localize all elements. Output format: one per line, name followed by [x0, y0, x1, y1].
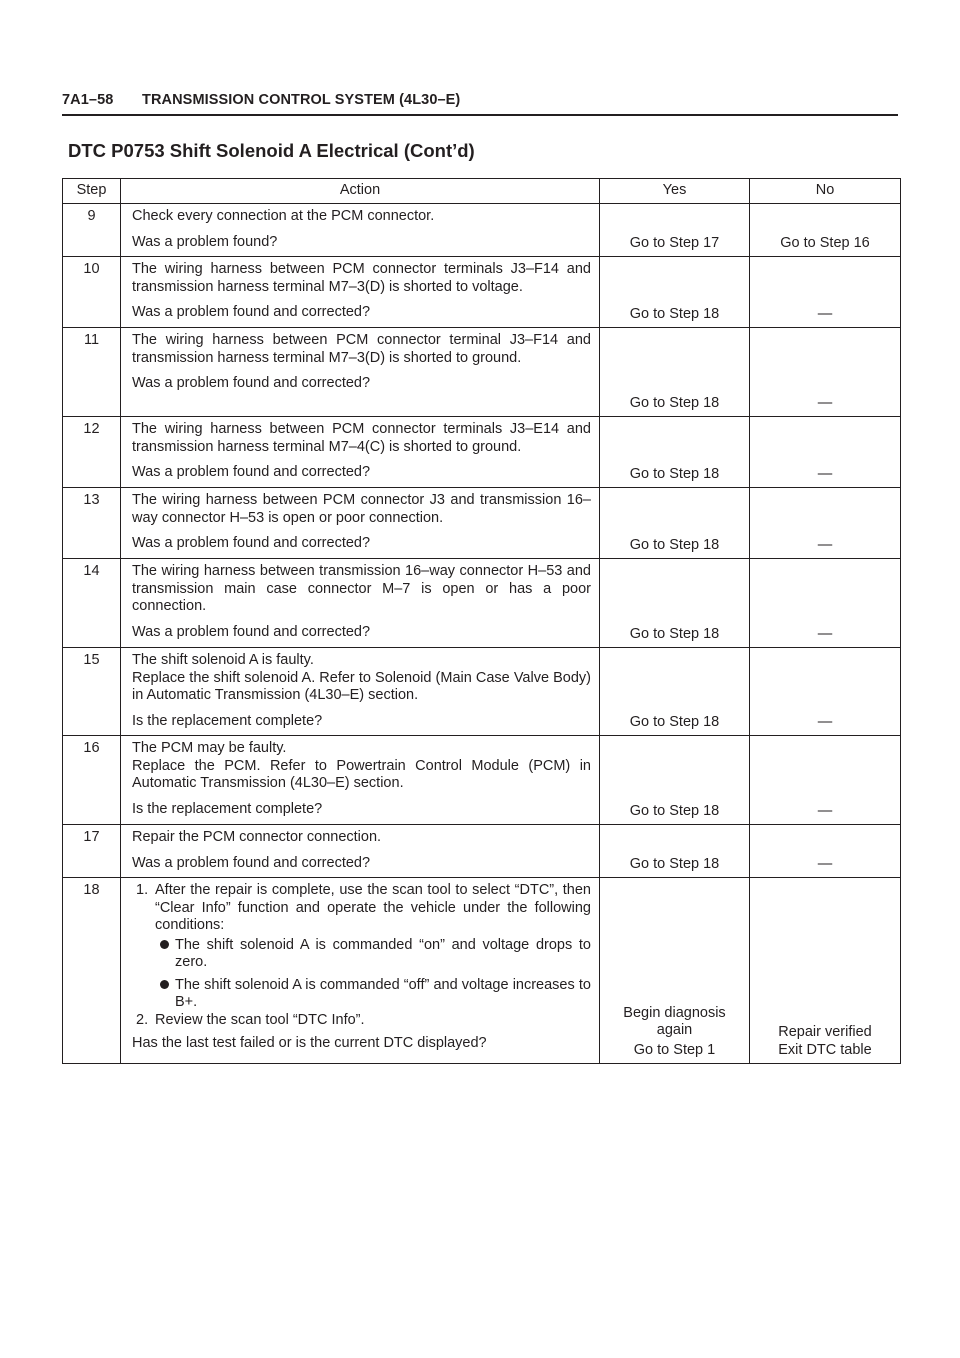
step-number: 11 — [63, 328, 121, 417]
no-cell: — — [750, 736, 901, 825]
no-cell: — — [750, 648, 901, 736]
no-line1: Repair verified — [778, 1024, 872, 1040]
yes-cell: Go to Step 17 — [600, 204, 750, 257]
action-cell — [121, 328, 600, 417]
step-index: 2. — [136, 1011, 149, 1028]
action-cell — [121, 417, 600, 488]
action-text-line2: Replace the shift solenoid A. Refer to Solenoid (Main Case Valve Body) in Automatic Transmission (4L30–E) section. — [132, 669, 591, 703]
table-row — [63, 736, 901, 825]
action-cell — [121, 878, 600, 1064]
bullet-dot-icon — [160, 977, 175, 995]
yes-cell: Go to Step 18 — [600, 488, 750, 559]
action-cell — [121, 736, 600, 825]
yes-cell: Go to Step 18 — [600, 736, 750, 825]
col-header-action: Action — [121, 179, 600, 204]
yes-cell: Go to Step 18 — [600, 257, 750, 328]
table-row — [63, 257, 901, 328]
step-number: 12 — [63, 417, 121, 488]
no-cell: — — [750, 488, 901, 559]
step-text: After the repair is complete, use the scan tool to select “DTC”, then “Clear Info” function and operate the vehicle under the following conditions: — [155, 882, 591, 933]
step-number: 14 — [63, 559, 121, 648]
action-text: Repair the PCM connector connection. — [132, 829, 382, 845]
no-cell: — — [750, 257, 901, 328]
action-text-line1: The shift solenoid A is faulty. — [132, 652, 314, 668]
diagnostic-table — [62, 178, 901, 1064]
no-cell — [750, 878, 901, 1064]
no-cell: — — [750, 417, 901, 488]
table-row — [63, 878, 901, 1064]
bullet-item — [160, 977, 591, 1012]
step-number: 15 — [63, 648, 121, 736]
action-question: Has the last test failed or is the current DTC displayed? — [132, 1035, 487, 1051]
yes-line2: Go to Step 1 — [633, 1041, 716, 1058]
col-header-no: No — [750, 179, 901, 204]
section-title: TRANSMISSION CONTROL SYSTEM (4L30–E) — [142, 92, 461, 108]
step-number: 10 — [63, 257, 121, 328]
page-title: DTC P0753 Shift Solenoid A Electrical (Cont’d) — [68, 140, 475, 161]
action-cell — [121, 488, 600, 559]
no-cell: — — [750, 328, 901, 417]
yes-cell: Go to Step 18 — [600, 559, 750, 648]
action-question: Was a problem found? — [132, 233, 278, 250]
bullet-item — [160, 937, 591, 972]
action-text: The wiring harness between PCM connector J3 and transmission 16–way connector H–53 is open or poor connection. — [132, 492, 591, 526]
action-cell — [121, 257, 600, 328]
action-text: The wiring harness between PCM connector terminals J3–E14 and transmission harness terminal M7–4(C) is shorted to ground. — [132, 421, 591, 455]
no-cell: — — [750, 559, 901, 648]
table-row — [63, 825, 901, 878]
table-row — [63, 204, 901, 257]
no-line2: Exit DTC table — [778, 1041, 872, 1058]
bullet-text: The shift solenoid A is commanded “off” and voltage increases to B+. — [175, 976, 591, 1010]
action-text: The wiring harness between transmission 16–way connector H–53 and transmission main case connector M–7 is open or has a poor connection. — [132, 563, 591, 614]
table-row — [63, 417, 901, 488]
step-number: 9 — [63, 204, 121, 257]
action-question: Is the replacement complete? — [132, 800, 323, 817]
yes-cell: Go to Step 18 — [600, 648, 750, 736]
action-cell — [121, 204, 600, 257]
step-number: 16 — [63, 736, 121, 825]
col-header-step: Step — [63, 179, 121, 204]
action-cell — [121, 825, 600, 878]
table-header-row — [63, 179, 901, 204]
table-row — [63, 648, 901, 736]
step-number: 13 — [63, 488, 121, 559]
numbered-step — [132, 882, 591, 935]
action-text-line1: The PCM may be faulty. — [132, 740, 287, 756]
action-text-line2: Replace the PCM. Refer to Powertrain Control Module (PCM) in Automatic Transmission (4L30–E) section. — [132, 757, 591, 791]
yes-cell: Go to Step 18 — [600, 825, 750, 878]
page-code: 7A1–58 — [62, 92, 114, 108]
bullet-text: The shift solenoid A is commanded “on” and voltage drops to zero. — [175, 936, 591, 970]
bullet-dot-icon — [160, 937, 175, 955]
no-cell: Go to Step 16 — [750, 204, 901, 257]
step-text: Review the scan tool “DTC Info”. — [155, 1011, 365, 1028]
step-number: 17 — [63, 825, 121, 878]
yes-cell — [600, 878, 750, 1064]
action-text: The wiring harness between PCM connector terminal J3–F14 and transmission harness terminal M7–3(D) is shorted to ground. — [132, 332, 591, 366]
yes-line1: Begin diagnosis again — [623, 1004, 726, 1038]
action-question: Was a problem found and corrected? — [132, 375, 371, 391]
step-index: 1. — [136, 882, 149, 898]
page-header — [62, 92, 898, 108]
action-text: Check every connection at the PCM connector. — [132, 208, 435, 224]
action-question: Was a problem found and corrected? — [132, 535, 371, 551]
action-question: Was a problem found and corrected? — [132, 464, 371, 480]
action-cell — [121, 648, 600, 736]
table-row — [63, 328, 901, 417]
col-header-yes: Yes — [600, 179, 750, 204]
numbered-step — [132, 1012, 591, 1030]
action-question: Was a problem found and corrected? — [132, 854, 371, 871]
action-question: Was a problem found and corrected? — [132, 304, 371, 320]
action-question: Was a problem found and corrected? — [132, 623, 371, 640]
action-question: Is the replacement complete? — [132, 712, 323, 729]
step-number: 18 — [63, 878, 121, 1064]
yes-cell: Go to Step 18 — [600, 417, 750, 488]
table-row — [63, 559, 901, 648]
action-text: The wiring harness between PCM connector terminals J3–F14 and transmission harness terminal M7–3(D) is shorted to voltage. — [132, 261, 591, 295]
no-cell: — — [750, 825, 901, 878]
header-rule — [62, 114, 898, 116]
table-row — [63, 488, 901, 559]
action-cell — [121, 559, 600, 648]
yes-cell: Go to Step 18 — [600, 328, 750, 417]
